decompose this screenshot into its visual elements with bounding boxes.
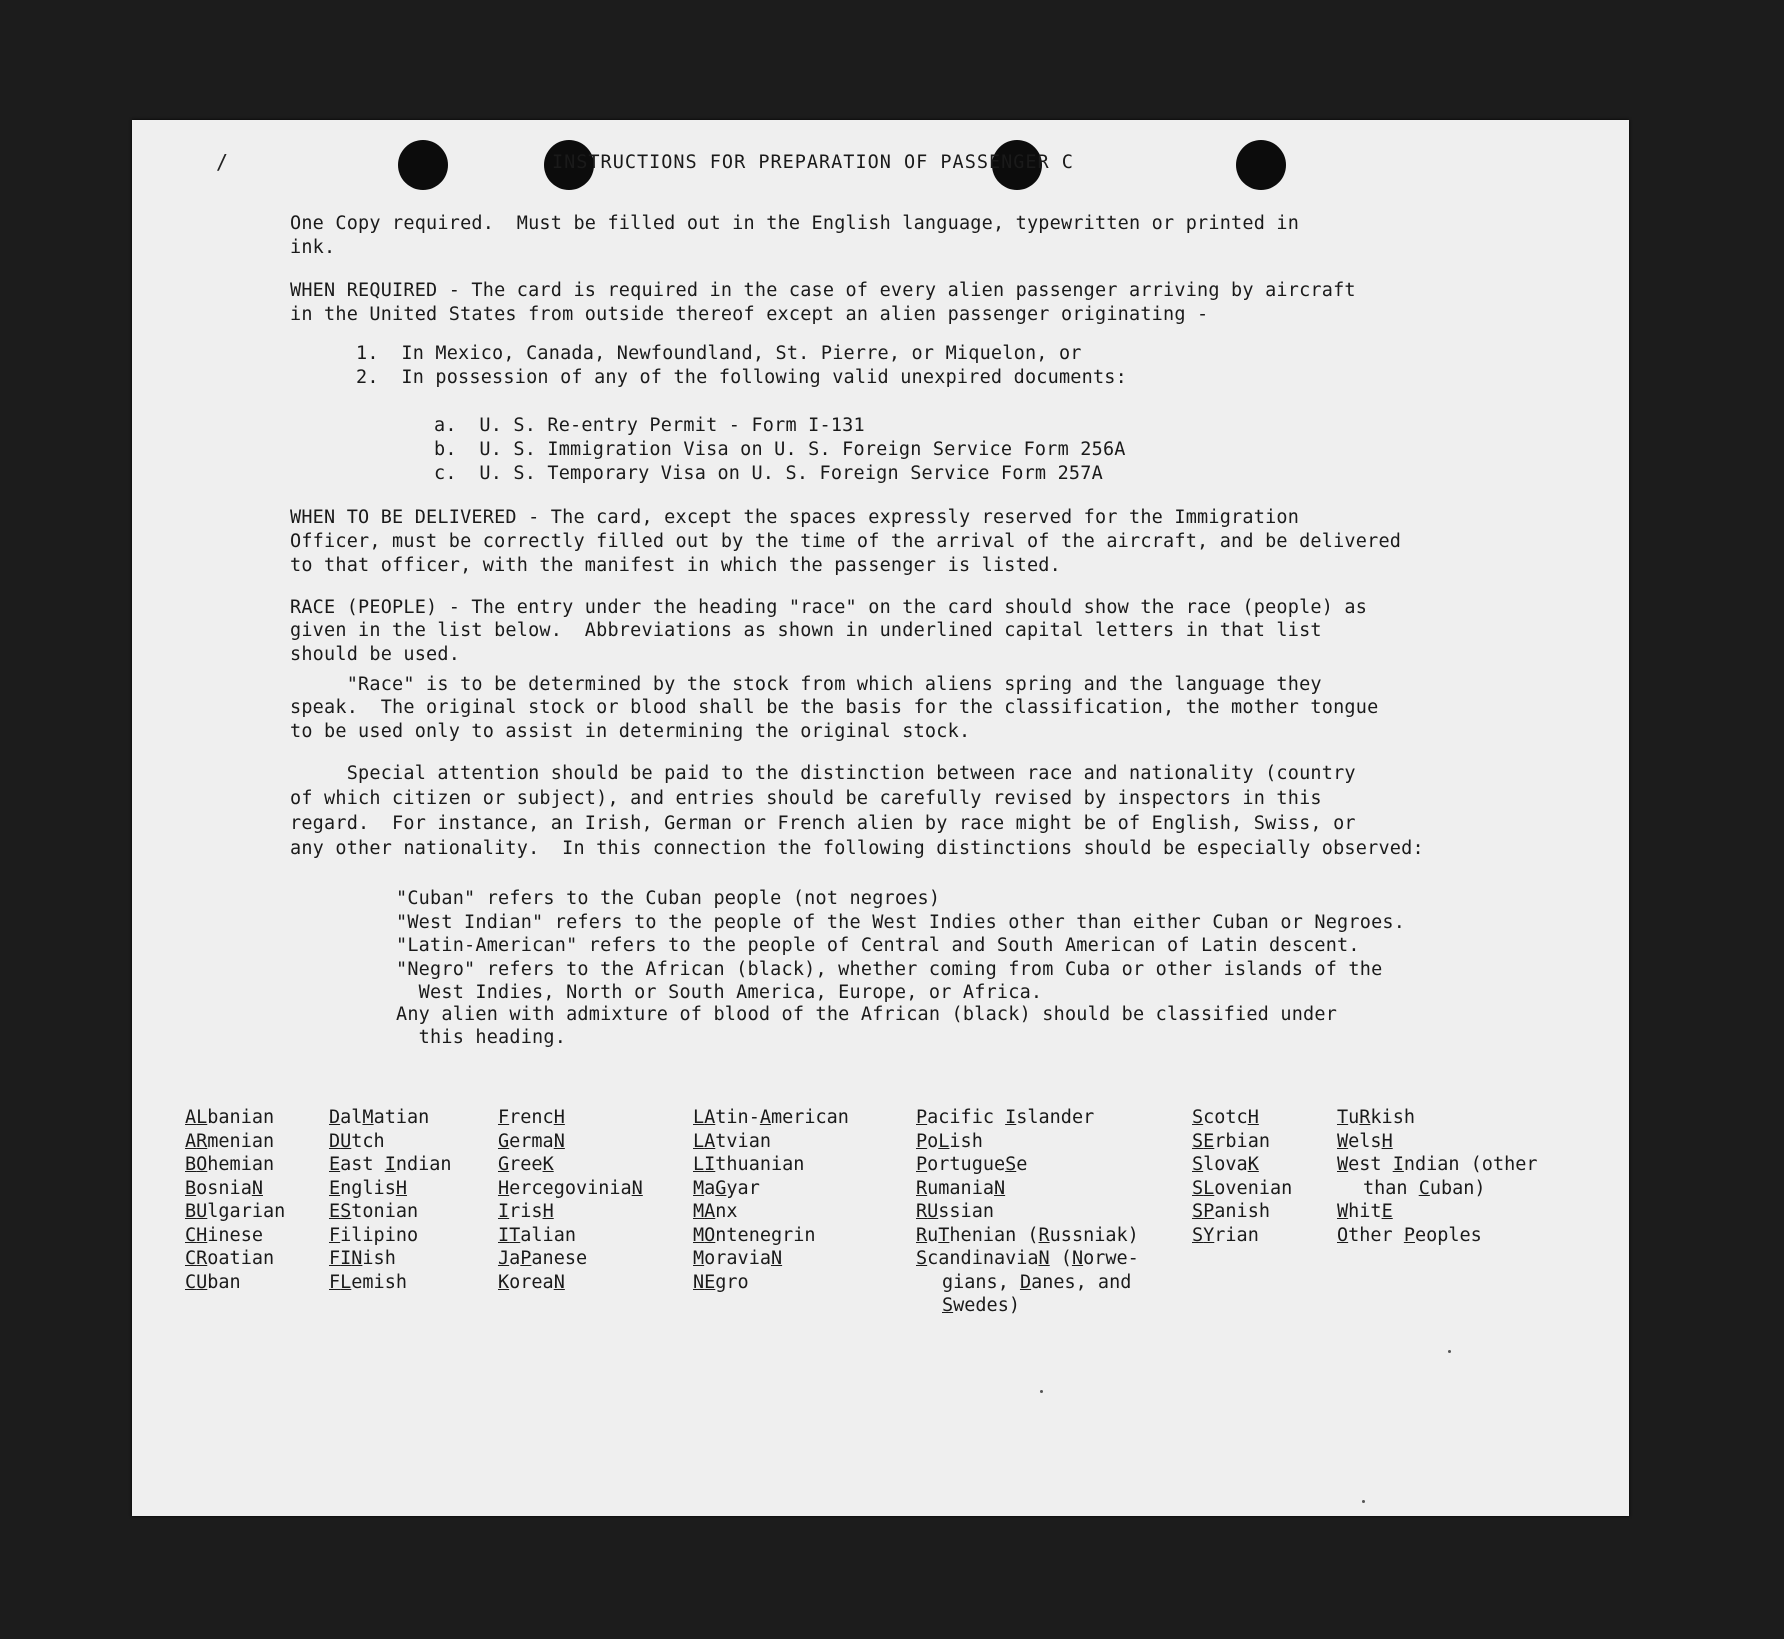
race-line: should be used. (290, 644, 461, 665)
when-delivered-line: WHEN TO BE DELIVERED - The card, except the spaces expressly reserved for the Immigration (290, 507, 1300, 528)
race-item: ARmenian (185, 1130, 275, 1152)
race-item: WelsH (1337, 1130, 1393, 1152)
race-item: IrisH (498, 1201, 554, 1222)
race-item: LIthuanian (693, 1154, 805, 1175)
document-item: b. U. S. Immigration Visa on U. S. Foreign Service Form 256A (434, 439, 1126, 460)
special-line: of which citizen or subject), and entries should be carefully revised by inspectors in this (290, 788, 1322, 809)
race-item: NEgro (693, 1271, 749, 1293)
race-item: HercegoviniaN (498, 1177, 643, 1199)
punch-hole-4 (1236, 140, 1286, 190)
race-column (329, 1106, 452, 1294)
race-item: KoreaN (498, 1271, 565, 1293)
race-item: MoraviaN (693, 1248, 783, 1269)
race-item: East Indian (329, 1154, 452, 1175)
race-column (916, 1106, 1139, 1318)
race-item: FLemish (329, 1271, 407, 1293)
intro-line: ink. (290, 237, 336, 258)
when-required-line: in the United States from outside thereof except an alien passenger originating - (290, 304, 1209, 325)
race-item: BUlgarian (185, 1201, 286, 1222)
distinction-line: "Negro" refers to the African (black), whether coming from Cuba or other islands of the (396, 959, 1383, 980)
race-item: RUssian (916, 1201, 994, 1222)
special-line: any other nationality. In this connection the following distinctions should be especially observed: (290, 838, 1424, 859)
race-item: SlovaK (1192, 1154, 1259, 1175)
race-item: West Indian (other (1337, 1154, 1538, 1175)
race-item: RuThenian (Russniak) (916, 1224, 1139, 1246)
distinction-line: West Indies, North or South America, Europe, or Africa. (396, 982, 1043, 1003)
race-item: SPanish (1192, 1201, 1270, 1222)
race-def-line: speak. The original stock or blood shall be the basis for the classification, the mother tongue (290, 697, 1379, 718)
race-item: LAtvian (693, 1130, 771, 1152)
document-sheet (132, 120, 1629, 1516)
tick-mark: / (216, 150, 229, 174)
race-item: FINish (329, 1248, 396, 1269)
page-title: INSTRUCTIONS FOR PREPARATION OF PASSENGER C (552, 152, 1074, 173)
race-item: Filipino (329, 1224, 419, 1246)
race-item: than Cuban) (1363, 1177, 1486, 1199)
special-line: Special attention should be paid to the distinction between race and nationality (country (290, 763, 1356, 784)
distinction-line: "Cuban" refers to the Cuban people (not negroes) (396, 888, 941, 909)
special-line: regard. For instance, an Irish, German or French alien by race might be of English, Swiss, or (290, 813, 1356, 834)
race-line: given in the list below. Abbreviations as shown in underlined capital letters in that list (290, 620, 1322, 641)
distinction-line: this heading. (396, 1027, 567, 1048)
race-def-line: "Race" is to be determined by the stock from which aliens spring and the language they (290, 674, 1322, 695)
dust-speck (1448, 1350, 1451, 1353)
race-item: TuRkish (1337, 1107, 1415, 1128)
punch-hole-1 (398, 140, 448, 190)
race-item: RumaniaN (916, 1177, 1006, 1199)
race-item: GermaN (498, 1130, 565, 1152)
race-item: GreeK (498, 1154, 554, 1175)
race-item: CHinese (185, 1224, 263, 1246)
race-item: SYrian (1192, 1224, 1259, 1246)
race-def-line: to be used only to assist in determining the original stock. (290, 721, 971, 742)
race-item: SLovenian (1192, 1177, 1293, 1199)
race-item: ScotcH (1192, 1107, 1259, 1128)
distinction-line: "Latin-American" refers to the people of Central and South American of Latin descent. (396, 935, 1360, 956)
race-item: MOntenegrin (693, 1224, 816, 1246)
race-item: Other Peoples (1337, 1224, 1482, 1246)
race-column (1337, 1106, 1538, 1247)
race-item: CRoatian (185, 1248, 275, 1269)
race-item: ALbanian (185, 1107, 275, 1128)
race-item: Pacific Islander (916, 1107, 1095, 1128)
race-item: BosniaN (185, 1177, 263, 1199)
numbered-item: 2. In possession of any of the following valid unexpired documents: (356, 367, 1127, 388)
race-line: RACE (PEOPLE) - The entry under the heading "race" on the card should show the race (people) as (290, 597, 1368, 618)
distinction-line: "West Indian" refers to the people of the West Indies other than either Cuban or Negroes. (396, 912, 1406, 933)
dust-speck (1040, 1390, 1043, 1393)
race-item: gians, Danes, and (942, 1271, 1132, 1293)
race-item: JaPanese (498, 1248, 588, 1269)
race-item: LAtin-American (693, 1107, 849, 1128)
when-delivered-line: to that officer, with the manifest in which the passenger is listed. (290, 555, 1061, 576)
race-item: DUtch (329, 1130, 385, 1152)
distinction-line: Any alien with admixture of blood of the African (black) should be classified under (396, 1004, 1338, 1025)
race-item: Swedes) (942, 1295, 1020, 1316)
race-item: EStonian (329, 1201, 419, 1222)
race-item: PoLish (916, 1130, 983, 1152)
race-column (185, 1106, 285, 1294)
race-item: MAnx (693, 1201, 738, 1222)
race-column (693, 1106, 849, 1294)
race-item: ITalian (498, 1224, 576, 1246)
race-item: DalMatian (329, 1107, 430, 1128)
race-item: SErbian (1192, 1130, 1270, 1152)
numbered-item: 1. In Mexico, Canada, Newfoundland, St. Pierre, or Miquelon, or (356, 343, 1082, 364)
race-item: WhitE (1337, 1201, 1393, 1222)
race-column (1192, 1106, 1292, 1247)
document-item: a. U. S. Re-entry Permit - Form I-131 (434, 415, 865, 436)
race-item: ScandinaviaN (Norwe- (916, 1248, 1139, 1269)
race-item: FrencH (498, 1107, 565, 1128)
dust-speck (1362, 1500, 1365, 1503)
race-item: CUban (185, 1271, 241, 1293)
race-column (498, 1106, 643, 1294)
race-item: PortugueSe (916, 1154, 1028, 1175)
when-required-line: WHEN REQUIRED - The card is required in the case of every alien passenger arriving by aircraft (290, 280, 1356, 301)
race-item: EnglisH (329, 1177, 407, 1199)
when-delivered-line: Officer, must be correctly filled out by the time of the arrival of the aircraft, and be delivered (290, 531, 1402, 552)
race-item: BOhemian (185, 1154, 275, 1175)
race-item: MaGyar (693, 1177, 760, 1199)
intro-line: One Copy required. Must be filled out in the English language, typewritten or printed in (290, 213, 1300, 234)
document-item: c. U. S. Temporary Visa on U. S. Foreign Service Form 257A (434, 463, 1103, 484)
